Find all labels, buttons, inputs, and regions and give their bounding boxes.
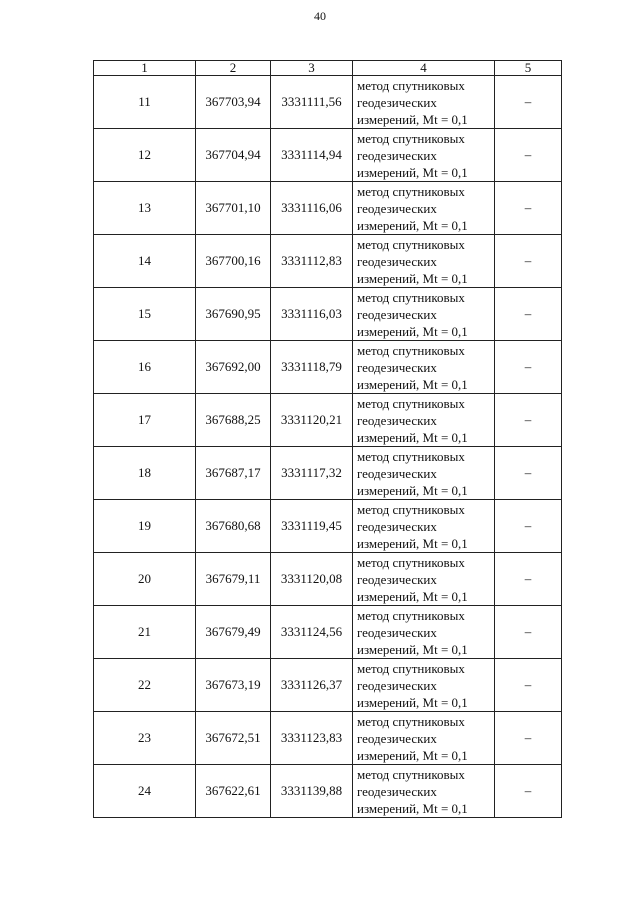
point-number-cell: 23 [94,712,196,765]
method-text-line: метод спутниковых [357,77,465,93]
method-text-line: геодезических [357,359,437,375]
method-text-line: геодезических [357,730,437,746]
point-number-cell: 22 [94,659,196,712]
y-coordinate-cell: 3331111,56 [271,76,353,129]
method-text-line: геодезических [357,783,437,799]
header-col-5: 5 [495,61,562,76]
table-row [94,606,562,659]
header-row [94,61,562,76]
table-row [94,76,562,129]
note-cell: – [495,712,562,765]
header-col-1: 1 [94,61,196,76]
point-number-cell: 16 [94,341,196,394]
header-col-2: 2 [196,61,271,76]
method-text-line: измерений, Mt = 0,1 [357,588,468,604]
method-text-line: метод спутниковых [357,448,465,464]
method-cell [353,76,495,129]
table-row [94,341,562,394]
method-text-line: измерений, Mt = 0,1 [357,535,468,551]
x-coordinate-cell: 367673,19 [196,659,271,712]
note-cell: – [495,659,562,712]
y-coordinate-cell: 3331126,37 [271,659,353,712]
method-text-line: геодезических [357,624,437,640]
table-row [94,712,562,765]
method-text-line: измерений, Mt = 0,1 [357,217,468,233]
point-number-cell: 11 [94,76,196,129]
method-text-line: геодезических [357,677,437,693]
table-row [94,447,562,500]
method-text-line: измерений, Mt = 0,1 [357,482,468,498]
method-cell [353,659,495,712]
table-row [94,500,562,553]
method-text-line: метод спутниковых [357,236,465,252]
method-text-line: метод спутниковых [357,342,465,358]
method-text-line: геодезических [357,306,437,322]
note-cell: – [495,500,562,553]
y-coordinate-cell: 3331123,83 [271,712,353,765]
table-row [94,288,562,341]
method-text-line: геодезических [357,571,437,587]
table-row [94,235,562,288]
method-text-line: метод спутниковых [357,713,465,729]
y-coordinate-cell: 3331117,32 [271,447,353,500]
point-number-cell: 18 [94,447,196,500]
method-text-line: метод спутниковых [357,607,465,623]
method-text-line: метод спутниковых [357,289,465,305]
method-text-line: измерений, Mt = 0,1 [357,270,468,286]
method-cell [353,447,495,500]
method-text-line: измерений, Mt = 0,1 [357,164,468,180]
table-row [94,553,562,606]
y-coordinate-cell: 3331114,94 [271,129,353,182]
coordinates-table [93,60,562,818]
y-coordinate-cell: 3331120,21 [271,394,353,447]
method-text-line: геодезических [357,200,437,216]
y-coordinate-cell: 3331112,83 [271,235,353,288]
y-coordinate-cell: 3331120,08 [271,553,353,606]
point-number-cell: 21 [94,606,196,659]
method-text-line: геодезических [357,147,437,163]
x-coordinate-cell: 367688,25 [196,394,271,447]
method-text-line: измерений, Mt = 0,1 [357,376,468,392]
note-cell: – [495,76,562,129]
note-cell: – [495,394,562,447]
x-coordinate-cell: 367701,10 [196,182,271,235]
x-coordinate-cell: 367622,61 [196,765,271,818]
y-coordinate-cell: 3331124,56 [271,606,353,659]
method-text-line: геодезических [357,465,437,481]
table-row [94,129,562,182]
method-cell [353,394,495,447]
method-text-line: метод спутниковых [357,395,465,411]
method-cell [353,182,495,235]
x-coordinate-cell: 367703,94 [196,76,271,129]
x-coordinate-cell: 367672,51 [196,712,271,765]
method-text-line: геодезических [357,518,437,534]
method-text-line: измерений, Mt = 0,1 [357,800,468,816]
method-text-line: измерений, Mt = 0,1 [357,747,468,763]
x-coordinate-cell: 367692,00 [196,341,271,394]
note-cell: – [495,553,562,606]
table-body [94,76,562,818]
point-number-cell: 20 [94,553,196,606]
y-coordinate-cell: 3331116,03 [271,288,353,341]
method-cell [353,129,495,182]
method-cell [353,341,495,394]
point-number-cell: 15 [94,288,196,341]
note-cell: – [495,288,562,341]
method-text-line: геодезических [357,94,437,110]
x-coordinate-cell: 367679,49 [196,606,271,659]
method-cell [353,288,495,341]
point-number-cell: 17 [94,394,196,447]
point-number-cell: 14 [94,235,196,288]
point-number-cell: 24 [94,765,196,818]
method-cell [353,765,495,818]
x-coordinate-cell: 367680,68 [196,500,271,553]
page-number: 40 [314,9,326,23]
method-text-line: измерений, Mt = 0,1 [357,429,468,445]
table-header [94,61,562,76]
table-row [94,659,562,712]
x-coordinate-cell: 367687,17 [196,447,271,500]
method-text-line: измерений, Mt = 0,1 [357,694,468,710]
method-text-line: геодезических [357,412,437,428]
table-row [94,394,562,447]
method-cell [353,500,495,553]
point-number-cell: 12 [94,129,196,182]
method-text-line: метод спутниковых [357,660,465,676]
method-text-line: геодезических [357,253,437,269]
note-cell: – [495,235,562,288]
method-text-line: метод спутниковых [357,766,465,782]
method-cell [353,712,495,765]
header-col-4: 4 [353,61,495,76]
note-cell: – [495,765,562,818]
method-text-line: метод спутниковых [357,554,465,570]
method-cell [353,235,495,288]
table-row [94,765,562,818]
note-cell: – [495,447,562,500]
y-coordinate-cell: 3331118,79 [271,341,353,394]
method-text-line: измерений, Mt = 0,1 [357,111,468,127]
header-col-3: 3 [271,61,353,76]
method-cell [353,553,495,606]
point-number-cell: 19 [94,500,196,553]
method-cell [353,606,495,659]
y-coordinate-cell: 3331119,45 [271,500,353,553]
note-cell: – [495,341,562,394]
method-text-line: метод спутниковых [357,183,465,199]
method-text-line: измерений, Mt = 0,1 [357,323,468,339]
x-coordinate-cell: 367700,16 [196,235,271,288]
point-number-cell: 13 [94,182,196,235]
y-coordinate-cell: 3331116,06 [271,182,353,235]
note-cell: – [495,606,562,659]
method-text-line: метод спутниковых [357,130,465,146]
x-coordinate-cell: 367690,95 [196,288,271,341]
method-text-line: измерений, Mt = 0,1 [357,641,468,657]
x-coordinate-cell: 367679,11 [196,553,271,606]
y-coordinate-cell: 3331139,88 [271,765,353,818]
note-cell: – [495,129,562,182]
note-cell: – [495,182,562,235]
x-coordinate-cell: 367704,94 [196,129,271,182]
method-text-line: метод спутниковых [357,501,465,517]
table-row [94,182,562,235]
